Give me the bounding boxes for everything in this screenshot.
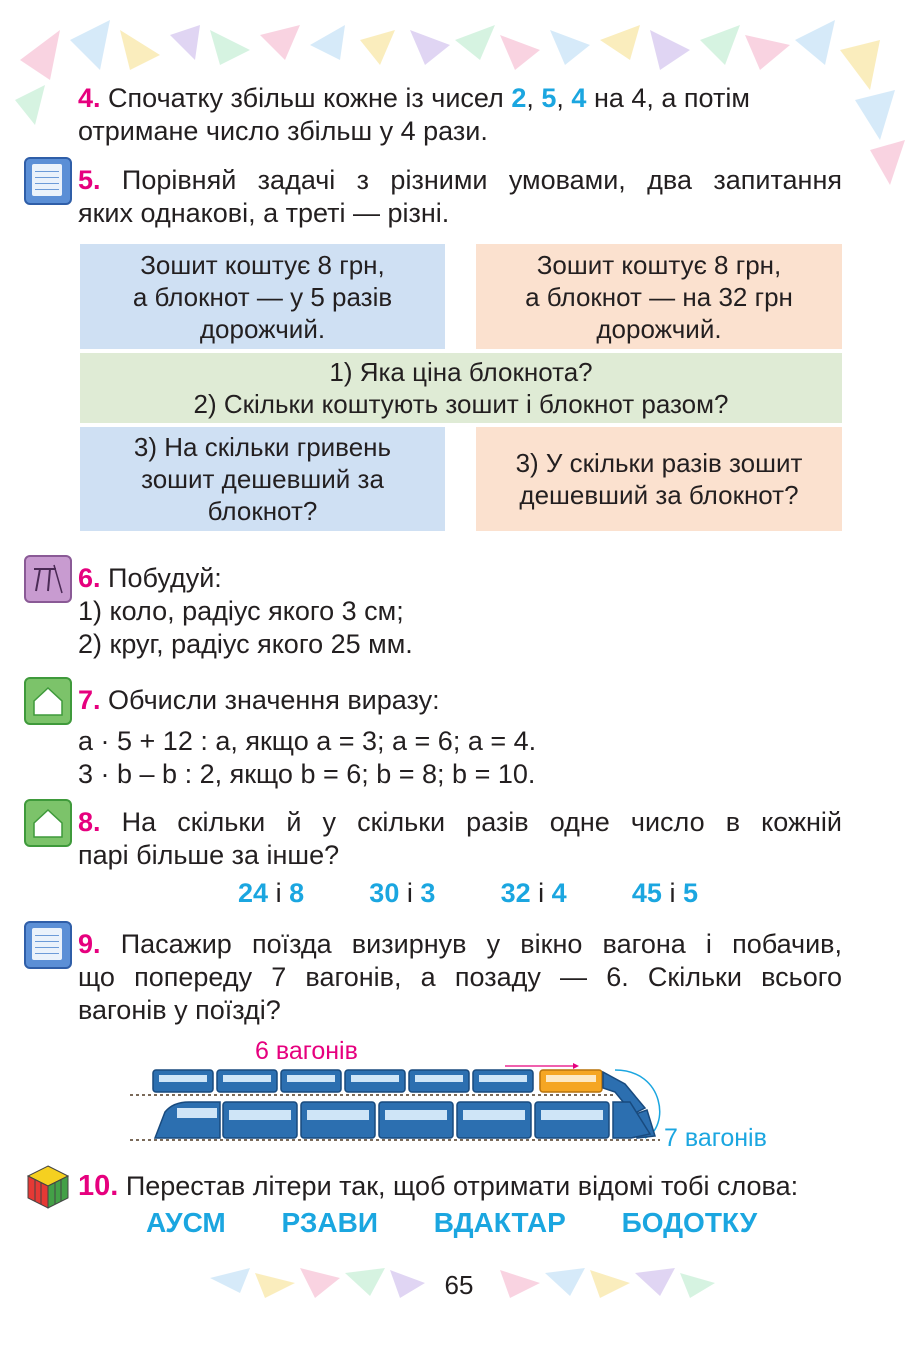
task-4-text-b: на 4, а потім (593, 83, 750, 113)
task-10 (78, 1170, 842, 1203)
task-7-title: Обчисли значення виразу: (108, 685, 440, 715)
geometry-icon (24, 555, 72, 603)
scrambled-word: АУСМ (146, 1207, 226, 1238)
page-number: 65 (444, 1270, 474, 1300)
task-4-number: 4. (78, 83, 101, 113)
right-question-3-line: 3) У скільки разів зошит (515, 448, 803, 478)
scrambled-words (122, 1207, 802, 1239)
task-7-expression-1: a · 5 + 12 : a, якщо a = 3; a = 6; a = 4. (78, 726, 537, 756)
task-9-line-1: Пасажир поїзда визирнув у вікно вагона і побачив, (120, 929, 842, 959)
task-4-text-a: Спочатку збільш кожне із чисел (108, 83, 504, 113)
common-question-2: 2) Скільки коштують зошит і блокнот разом? (193, 389, 729, 419)
left-condition-line: а блокнот — у 5 разів (132, 281, 393, 312)
common-questions-box (80, 353, 842, 423)
task-6-number: 6. (78, 563, 101, 593)
left-condition-line: дорожчий. (199, 313, 326, 344)
right-condition-line: Зошит коштує 8 грн, (536, 249, 782, 280)
task-9-line-3: вагонів у поїзді? (78, 995, 281, 1025)
upper-row-wagons (153, 1070, 602, 1092)
task-6-item-1: 1) коло, радіус якого 3 см; (78, 596, 404, 626)
scrambled-word: БОДОТКУ (621, 1207, 758, 1238)
task-9 (78, 928, 842, 1027)
right-condition-box (476, 244, 842, 349)
left-question-3-line: зошит дешевший за (141, 464, 384, 494)
task-6 (78, 562, 842, 661)
task-9-number: 9. (78, 929, 101, 959)
task-4-number-4: 4 (571, 83, 587, 113)
task-8 (78, 806, 842, 872)
cube-icon (24, 1162, 72, 1215)
left-question-3-box (80, 427, 445, 531)
task-7-expression-2: 3 · b – b : 2, якщо b = 6; b = 8; b = 10. (78, 759, 536, 789)
scrambled-word: ВДАКТАР (433, 1207, 566, 1238)
right-condition-line: дорожчий. (596, 313, 722, 344)
home-icon (24, 677, 72, 725)
right-condition-line: а блокнот — на 32 грн (525, 281, 793, 312)
left-question-3-line: 3) На скільки гривень (133, 432, 392, 462)
task-5-line-2: яких однакові, а треті — різні. (78, 198, 450, 228)
task-4-number-2: 2 (511, 83, 527, 113)
task-5-line-1: Порівняй задачі з різними умовами, два запитання (121, 165, 842, 195)
task-9-line-2: що попереду 7 вагонів, а позаду — 6. Скільки всього (78, 962, 842, 992)
task-5 (78, 164, 842, 230)
notebook-icon (24, 157, 72, 205)
task-8-number: 8. (78, 807, 101, 837)
task-8-line-1: На скільки й у скільки разів одне число в кожній (121, 807, 842, 837)
task-6-item-2: 2) круг, радіус якого 25 мм. (78, 629, 413, 659)
task-7-number: 7. (78, 685, 101, 715)
train-illustration (125, 1058, 670, 1148)
task-10-text: Перестав літери так, щоб отримати відомі тобі слова: (125, 1171, 799, 1201)
common-question-1: 1) Яка ціна блокнота? (329, 357, 593, 387)
left-condition-box (80, 244, 445, 349)
number-pair: 32 і 4 (500, 878, 567, 908)
home-icon (24, 799, 72, 847)
task-5-number: 5. (78, 165, 101, 195)
train-label-top: 6 вагонів (255, 1037, 358, 1065)
number-pair: 45 і 5 (631, 878, 698, 908)
task-4: 4. Спочатку збільш кожне із чисел 2, 5, 4 на 4, а потім отримане число збільш у 4 рази. (78, 83, 750, 146)
task-4-line-2: отримане число збільш у 4 рази. (78, 116, 488, 146)
left-question-3-line: блокнот? (207, 496, 318, 526)
left-condition-line: Зошит коштує 8 грн, (140, 249, 385, 280)
number-pair: 30 і 3 (369, 878, 436, 908)
right-question-3-box (476, 427, 842, 531)
task-7 (78, 684, 842, 791)
number-pair: 24 і 8 (238, 878, 305, 908)
train-label-bottom: 7 вагонів (664, 1124, 767, 1152)
task-6-title: Побудуй: (108, 563, 222, 593)
scrambled-word: РЗАВИ (281, 1207, 378, 1238)
task-10-number: 10. (78, 1170, 119, 1202)
task-8-line-2: парі більше за інше? (78, 840, 340, 870)
right-question-3-line: дешевший за блокнот? (519, 480, 799, 510)
lower-row-wagons (155, 1102, 650, 1138)
number-pairs (238, 878, 698, 909)
task-4-number-5: 5 (541, 83, 557, 113)
notebook-icon (24, 921, 72, 969)
